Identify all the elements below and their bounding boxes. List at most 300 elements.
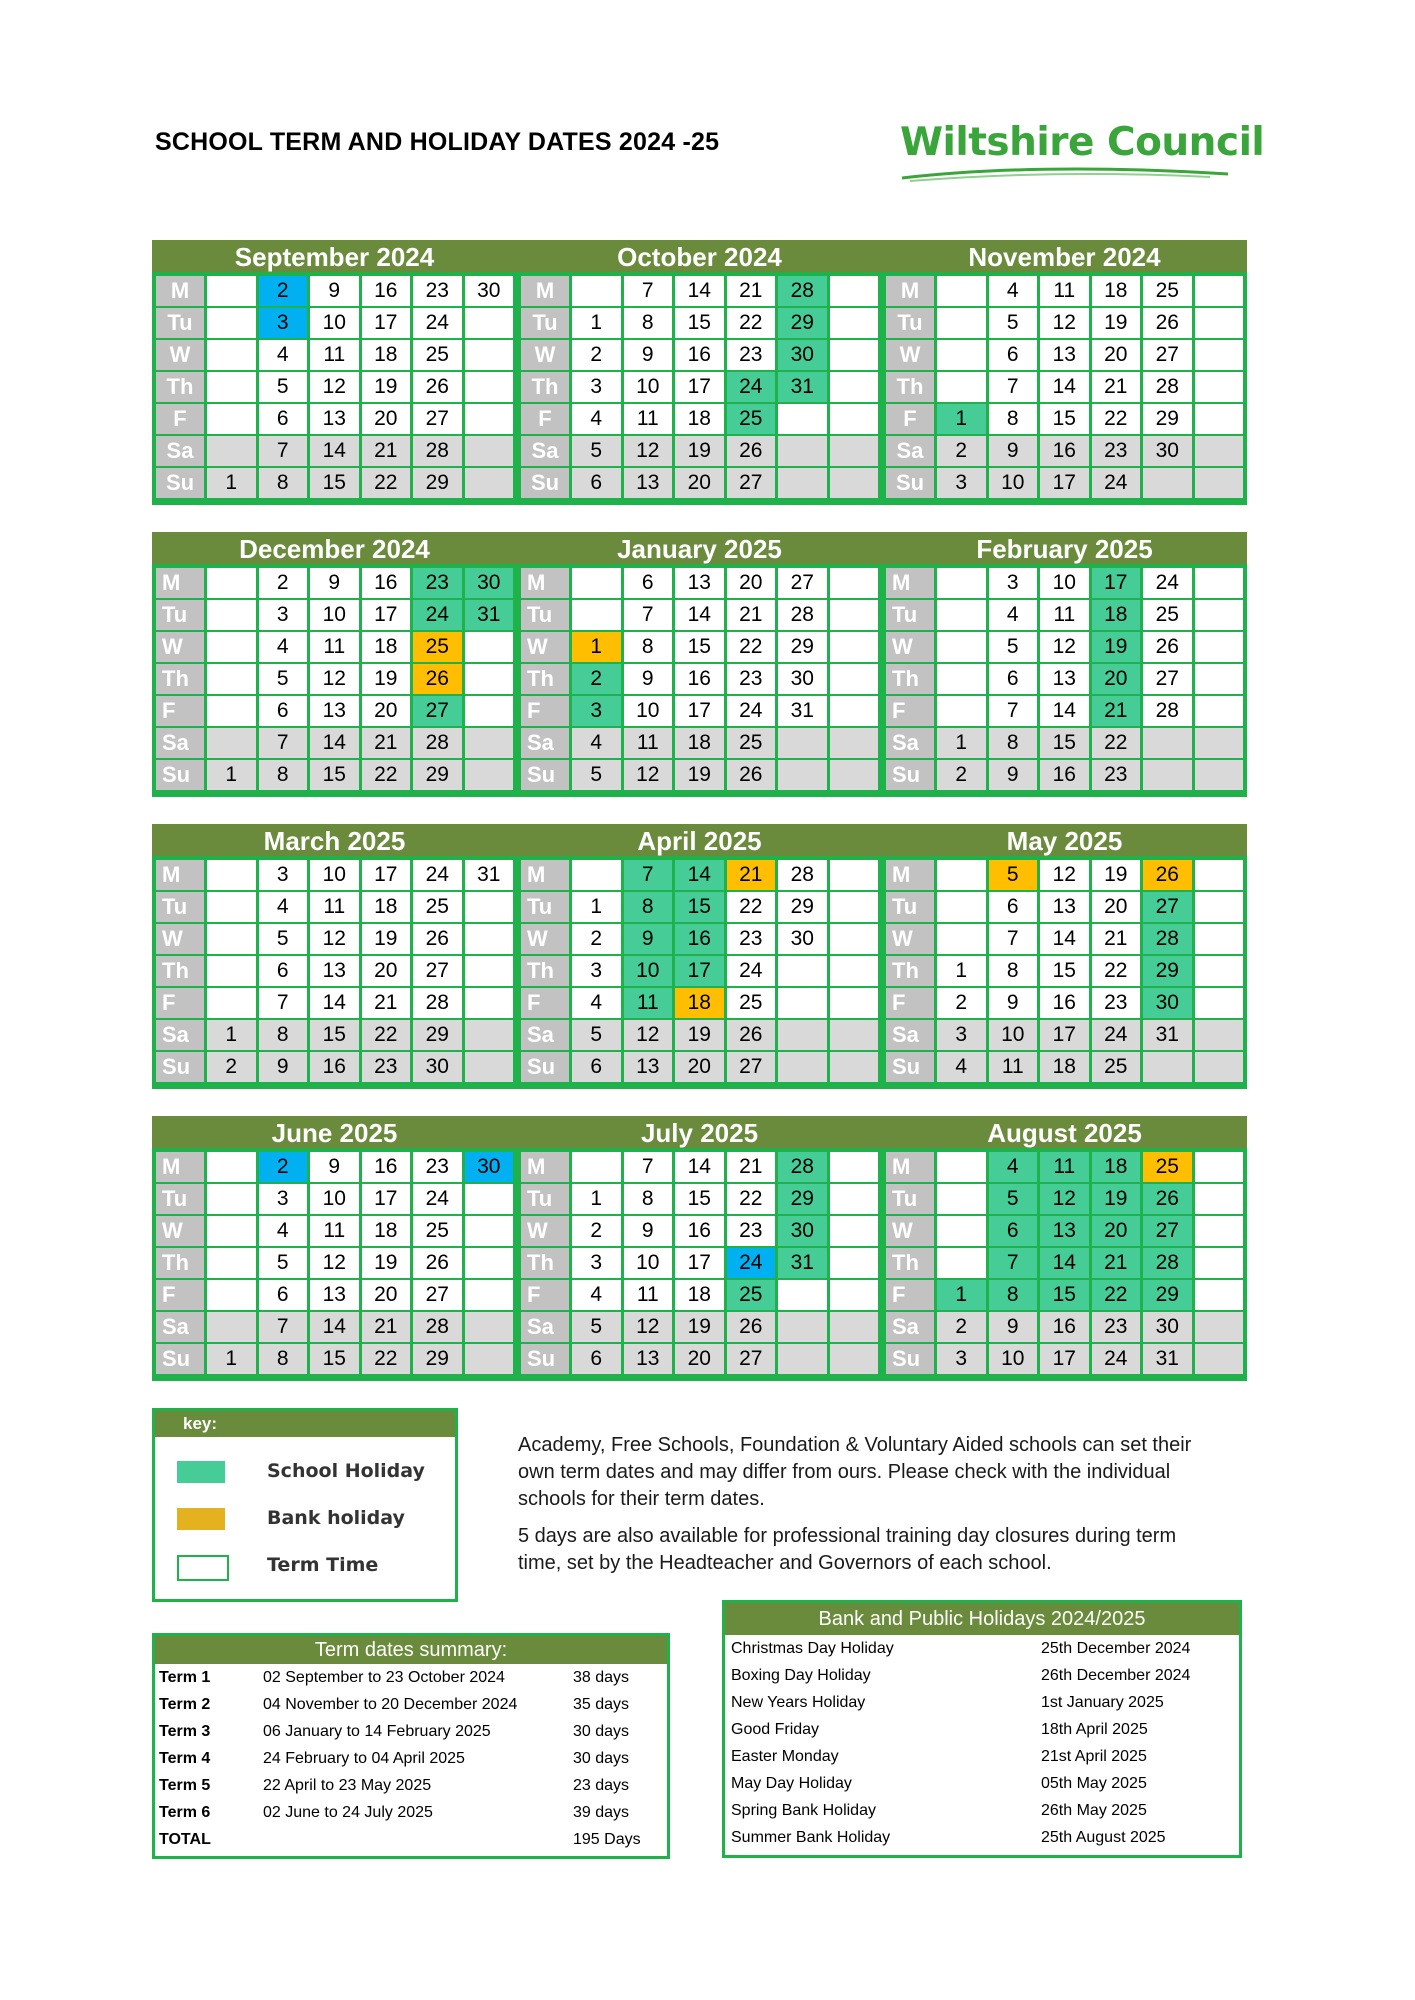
day-cell: 15: [675, 308, 724, 338]
day-name-label: Su: [886, 468, 934, 498]
day-cell: 12: [1040, 308, 1089, 338]
day-cell: [1143, 760, 1192, 790]
day-cell: [207, 988, 256, 1018]
day-cell: 21: [362, 988, 411, 1018]
day-cell: [465, 340, 514, 370]
month-block: [517, 532, 882, 797]
day-cell: 30: [778, 924, 827, 954]
bank-holiday-row: [725, 1716, 1239, 1743]
term-dates: 02 June to 24 July 2025: [263, 1804, 433, 1821]
bank-holiday-date: 25th August 2025: [1041, 1829, 1166, 1846]
day-cell: 3: [259, 860, 308, 890]
day-cell: 26: [413, 1248, 462, 1278]
day-cell: 18: [675, 1280, 724, 1310]
day-cell: 30: [465, 568, 514, 598]
day-cell: 31: [778, 696, 827, 726]
day-cell: 4: [989, 276, 1038, 306]
day-cell: 18: [1092, 600, 1141, 630]
day-cell: 9: [989, 760, 1038, 790]
bank-holiday-name: Easter Monday: [731, 1748, 839, 1765]
day-cell: 24: [727, 696, 776, 726]
day-cell: 12: [310, 664, 359, 694]
day-cell: 8: [259, 468, 308, 498]
month-title: January 2025: [517, 532, 882, 564]
day-cell: 4: [572, 988, 621, 1018]
day-cell: 28: [778, 276, 827, 306]
day-cell: [465, 1052, 514, 1082]
day-cell: 30: [465, 276, 514, 306]
day-cell: 29: [1143, 1280, 1192, 1310]
day-cell: 10: [310, 860, 359, 890]
day-cell: 3: [259, 1184, 308, 1214]
day-cell: 28: [778, 1152, 827, 1182]
term-dates: 24 February to 04 April 2025: [263, 1750, 465, 1767]
day-name-label: Tu: [156, 1184, 204, 1214]
month-day-grid: [886, 568, 1243, 793]
bank-holiday-row: [725, 1743, 1239, 1770]
day-cell: 21: [362, 1312, 411, 1342]
day-name-label: Su: [886, 760, 934, 790]
day-cell: 25: [1143, 600, 1192, 630]
day-cell: [937, 308, 986, 338]
day-cell: [830, 696, 879, 726]
day-cell: 9: [310, 568, 359, 598]
day-cell: [778, 728, 827, 758]
logo-text: Wiltshire Council: [900, 120, 1265, 165]
day-cell: [465, 1344, 514, 1374]
day-cell: 17: [1040, 1020, 1089, 1050]
day-cell: 25: [413, 632, 462, 662]
day-cell: 4: [259, 340, 308, 370]
day-cell: 13: [1040, 1216, 1089, 1246]
day-cell: 17: [362, 600, 411, 630]
day-cell: [778, 988, 827, 1018]
day-cell: 2: [572, 924, 621, 954]
day-cell: 5: [989, 632, 1038, 662]
day-cell: [207, 892, 256, 922]
day-cell: 27: [1143, 340, 1192, 370]
bank-holiday-date: 25th December 2024: [1041, 1640, 1191, 1657]
day-cell: 3: [937, 1020, 986, 1050]
day-cell: 23: [727, 1216, 776, 1246]
day-cell: [937, 340, 986, 370]
day-cell: [465, 664, 514, 694]
day-cell: [572, 600, 621, 630]
day-cell: [830, 760, 879, 790]
day-cell: 12: [1040, 860, 1089, 890]
day-cell: 6: [572, 1052, 621, 1082]
day-cell: 21: [1092, 1248, 1141, 1278]
day-cell: 22: [362, 1344, 411, 1374]
month-day-grid: [156, 276, 513, 501]
day-cell: 27: [1143, 664, 1192, 694]
day-cell: 9: [310, 1152, 359, 1182]
day-cell: [830, 1344, 879, 1374]
day-cell: [778, 404, 827, 434]
day-cell: 16: [1040, 760, 1089, 790]
day-cell: 6: [572, 1344, 621, 1374]
day-name-label: Tu: [521, 1184, 569, 1214]
day-cell: 23: [413, 276, 462, 306]
day-name-label: Sa: [156, 1020, 204, 1050]
term-dates: 02 September to 23 October 2024: [263, 1669, 505, 1686]
day-cell: 25: [727, 1280, 776, 1310]
day-cell: 20: [1092, 892, 1141, 922]
day-cell: 18: [1092, 1152, 1141, 1182]
month-title: September 2024: [152, 240, 517, 272]
day-cell: 15: [1040, 728, 1089, 758]
day-cell: [465, 404, 514, 434]
day-name-label: Su: [156, 1052, 204, 1082]
day-cell: [830, 372, 879, 402]
day-name-label: Su: [886, 1344, 934, 1374]
day-cell: 17: [1040, 1344, 1089, 1374]
day-cell: 5: [259, 664, 308, 694]
day-name-label: Sa: [521, 1312, 569, 1342]
day-cell: [207, 404, 256, 434]
day-cell: 5: [989, 860, 1038, 890]
month-day-grid: [521, 276, 878, 501]
day-cell: 17: [675, 956, 724, 986]
day-cell: [465, 1184, 514, 1214]
day-name-label: Th: [521, 956, 569, 986]
day-cell: [1195, 372, 1244, 402]
day-cell: [937, 568, 986, 598]
day-cell: 12: [624, 436, 673, 466]
day-cell: 26: [1143, 308, 1192, 338]
day-cell: 8: [624, 892, 673, 922]
month-block: [882, 240, 1247, 505]
day-cell: 24: [1143, 568, 1192, 598]
day-cell: 10: [989, 468, 1038, 498]
day-cell: 30: [1143, 436, 1192, 466]
month-day-grid: [521, 568, 878, 793]
day-cell: 9: [259, 1052, 308, 1082]
day-cell: [1195, 988, 1244, 1018]
day-cell: 1: [207, 1344, 256, 1374]
day-cell: 31: [465, 860, 514, 890]
day-cell: [207, 340, 256, 370]
day-cell: 23: [1092, 988, 1141, 1018]
day-name-label: F: [886, 404, 934, 434]
term-days: 30 days: [573, 1750, 630, 1767]
day-cell: 22: [1092, 728, 1141, 758]
day-cell: 27: [778, 568, 827, 598]
day-cell: 12: [1040, 1184, 1089, 1214]
day-cell: 13: [624, 1344, 673, 1374]
day-cell: 11: [624, 988, 673, 1018]
day-cell: 26: [727, 1020, 776, 1050]
day-cell: 23: [413, 1152, 462, 1182]
day-cell: 22: [1092, 956, 1141, 986]
day-cell: 27: [413, 696, 462, 726]
day-cell: 3: [937, 1344, 986, 1374]
day-cell: 26: [727, 1312, 776, 1342]
day-cell: 16: [675, 924, 724, 954]
day-cell: 14: [675, 1152, 724, 1182]
day-cell: [1195, 1020, 1244, 1050]
day-cell: [465, 436, 514, 466]
day-cell: 21: [727, 276, 776, 306]
day-cell: 20: [1092, 664, 1141, 694]
term-summary-table: [152, 1633, 670, 1859]
day-cell: 13: [624, 468, 673, 498]
day-cell: 24: [727, 1248, 776, 1278]
day-cell: 4: [572, 1280, 621, 1310]
day-cell: 18: [362, 632, 411, 662]
day-name-label: W: [886, 340, 934, 370]
day-cell: 28: [413, 1312, 462, 1342]
key-label: School Holiday: [267, 1460, 425, 1482]
day-cell: [207, 696, 256, 726]
day-cell: [778, 1312, 827, 1342]
day-cell: 11: [989, 1052, 1038, 1082]
day-cell: 19: [675, 1312, 724, 1342]
key-box: [152, 1408, 458, 1602]
bank-holiday-date: 26th December 2024: [1041, 1667, 1191, 1684]
day-cell: 29: [778, 1184, 827, 1214]
day-cell: [572, 568, 621, 598]
day-cell: 19: [362, 924, 411, 954]
day-cell: [937, 860, 986, 890]
day-cell: 1: [937, 728, 986, 758]
day-cell: 7: [624, 1152, 673, 1182]
term-term: Term 5: [159, 1777, 211, 1794]
day-cell: 16: [362, 276, 411, 306]
day-name-label: Th: [521, 372, 569, 402]
day-cell: [830, 340, 879, 370]
day-cell: [207, 1216, 256, 1246]
day-name-label: W: [521, 1216, 569, 1246]
day-cell: [937, 892, 986, 922]
day-cell: 26: [1143, 632, 1192, 662]
month-block: [152, 824, 517, 1089]
day-cell: 19: [1092, 1184, 1141, 1214]
day-cell: [830, 664, 879, 694]
day-cell: 9: [624, 340, 673, 370]
day-cell: 12: [310, 372, 359, 402]
day-name-label: Th: [521, 664, 569, 694]
day-cell: [1195, 696, 1244, 726]
day-cell: [572, 276, 621, 306]
day-cell: 29: [413, 760, 462, 790]
term-summary-row: [155, 1799, 667, 1826]
day-name-label: Su: [521, 1344, 569, 1374]
month-block: [882, 532, 1247, 797]
day-cell: [207, 1248, 256, 1278]
day-cell: [1195, 1152, 1244, 1182]
day-cell: 27: [413, 404, 462, 434]
day-name-label: Sa: [156, 728, 204, 758]
day-name-label: Su: [521, 760, 569, 790]
day-cell: 25: [727, 404, 776, 434]
day-cell: 25: [1143, 276, 1192, 306]
day-cell: [465, 468, 514, 498]
day-cell: [937, 600, 986, 630]
day-cell: 24: [727, 956, 776, 986]
day-cell: 6: [259, 956, 308, 986]
day-name-label: F: [156, 1280, 204, 1310]
day-cell: 28: [778, 600, 827, 630]
day-cell: 4: [937, 1052, 986, 1082]
day-cell: 1: [572, 308, 621, 338]
day-cell: 16: [675, 664, 724, 694]
day-cell: 25: [413, 1216, 462, 1246]
day-name-label: M: [156, 276, 204, 306]
day-cell: 2: [937, 436, 986, 466]
day-name-label: Sa: [521, 728, 569, 758]
day-cell: 2: [572, 664, 621, 694]
day-cell: 8: [989, 404, 1038, 434]
day-cell: [1195, 404, 1244, 434]
day-cell: 5: [572, 436, 621, 466]
day-cell: 16: [362, 1152, 411, 1182]
day-cell: 26: [413, 664, 462, 694]
day-cell: [830, 1248, 879, 1278]
day-cell: 23: [727, 664, 776, 694]
day-cell: [1195, 436, 1244, 466]
day-cell: 20: [1092, 1216, 1141, 1246]
day-cell: 11: [624, 728, 673, 758]
term-term: Term 2: [159, 1696, 211, 1713]
day-cell: 20: [1092, 340, 1141, 370]
day-name-label: M: [886, 568, 934, 598]
day-cell: [1195, 728, 1244, 758]
month-block: [517, 824, 882, 1089]
day-cell: [1195, 1184, 1244, 1214]
day-cell: 17: [675, 372, 724, 402]
day-cell: 1: [207, 468, 256, 498]
day-cell: 2: [259, 276, 308, 306]
day-name-label: M: [156, 860, 204, 890]
day-cell: [937, 1184, 986, 1214]
day-name-label: M: [886, 276, 934, 306]
day-cell: 8: [989, 956, 1038, 986]
day-name-label: F: [156, 696, 204, 726]
day-name-label: Th: [156, 1248, 204, 1278]
day-name-label: Th: [886, 372, 934, 402]
day-cell: 28: [1143, 372, 1192, 402]
day-cell: 13: [624, 1052, 673, 1082]
day-cell: [1195, 1344, 1244, 1374]
day-cell: 15: [310, 760, 359, 790]
day-name-label: Sa: [156, 436, 204, 466]
day-name-label: W: [156, 340, 204, 370]
term-days: 23 days: [573, 1777, 630, 1794]
day-cell: 11: [624, 1280, 673, 1310]
day-cell: 30: [778, 664, 827, 694]
day-cell: 10: [624, 372, 673, 402]
day-cell: 8: [259, 760, 308, 790]
day-cell: [830, 860, 879, 890]
day-cell: 7: [989, 924, 1038, 954]
term-summary-row: [155, 1664, 667, 1691]
bank-holiday-row: [725, 1635, 1239, 1662]
day-cell: [465, 308, 514, 338]
day-cell: 16: [1040, 436, 1089, 466]
day-cell: 16: [1040, 988, 1089, 1018]
day-name-label: F: [886, 988, 934, 1018]
day-cell: 29: [413, 1020, 462, 1050]
day-cell: 21: [727, 860, 776, 890]
day-cell: 7: [989, 372, 1038, 402]
day-cell: 25: [1143, 1152, 1192, 1182]
day-cell: 28: [413, 436, 462, 466]
day-cell: 2: [259, 1152, 308, 1182]
day-cell: 14: [675, 600, 724, 630]
day-cell: [778, 1052, 827, 1082]
day-name-label: Th: [886, 956, 934, 986]
day-cell: 4: [989, 1152, 1038, 1182]
month-title: March 2025: [152, 824, 517, 856]
day-cell: 3: [259, 600, 308, 630]
day-cell: 14: [1040, 924, 1089, 954]
day-cell: [1195, 276, 1244, 306]
month-day-grid: [521, 1152, 878, 1377]
day-name-label: Sa: [156, 1312, 204, 1342]
day-cell: 28: [1143, 1248, 1192, 1278]
bank-holiday-date: 21st April 2025: [1041, 1748, 1147, 1765]
bank-holiday-date: 05th May 2025: [1041, 1775, 1147, 1792]
month-block: [152, 532, 517, 797]
day-cell: [465, 760, 514, 790]
month-day-grid: [156, 1152, 513, 1377]
day-cell: 25: [727, 728, 776, 758]
day-cell: [465, 696, 514, 726]
day-cell: 24: [413, 860, 462, 890]
day-cell: 23: [727, 340, 776, 370]
day-cell: 26: [727, 760, 776, 790]
day-cell: 12: [310, 1248, 359, 1278]
day-cell: 7: [624, 600, 673, 630]
bank-holiday-date: 26th May 2025: [1041, 1802, 1147, 1819]
day-cell: 15: [310, 1020, 359, 1050]
day-cell: 14: [310, 1312, 359, 1342]
day-cell: 22: [727, 632, 776, 662]
day-cell: [1195, 1312, 1244, 1342]
day-name-label: Th: [156, 372, 204, 402]
day-cell: 5: [572, 1020, 621, 1050]
month-title: October 2024: [517, 240, 882, 272]
bank-holiday-name: Good Friday: [731, 1721, 820, 1738]
day-cell: [1143, 468, 1192, 498]
day-cell: 8: [624, 632, 673, 662]
day-cell: 1: [207, 760, 256, 790]
day-cell: 29: [1143, 404, 1192, 434]
day-cell: 9: [989, 1312, 1038, 1342]
day-cell: 10: [989, 1344, 1038, 1374]
day-cell: [778, 436, 827, 466]
day-cell: 9: [624, 924, 673, 954]
day-cell: 4: [989, 600, 1038, 630]
day-cell: [830, 1216, 879, 1246]
day-cell: 20: [362, 956, 411, 986]
day-name-label: Tu: [156, 600, 204, 630]
day-cell: 3: [572, 1248, 621, 1278]
day-cell: [207, 568, 256, 598]
day-cell: 14: [1040, 372, 1089, 402]
day-cell: [465, 1216, 514, 1246]
day-cell: [830, 892, 879, 922]
day-cell: 11: [310, 340, 359, 370]
day-cell: 30: [413, 1052, 462, 1082]
day-cell: 14: [1040, 1248, 1089, 1278]
day-cell: 30: [1143, 988, 1192, 1018]
day-cell: [937, 1216, 986, 1246]
day-cell: 13: [1040, 892, 1089, 922]
day-cell: 8: [259, 1344, 308, 1374]
day-cell: 21: [362, 728, 411, 758]
